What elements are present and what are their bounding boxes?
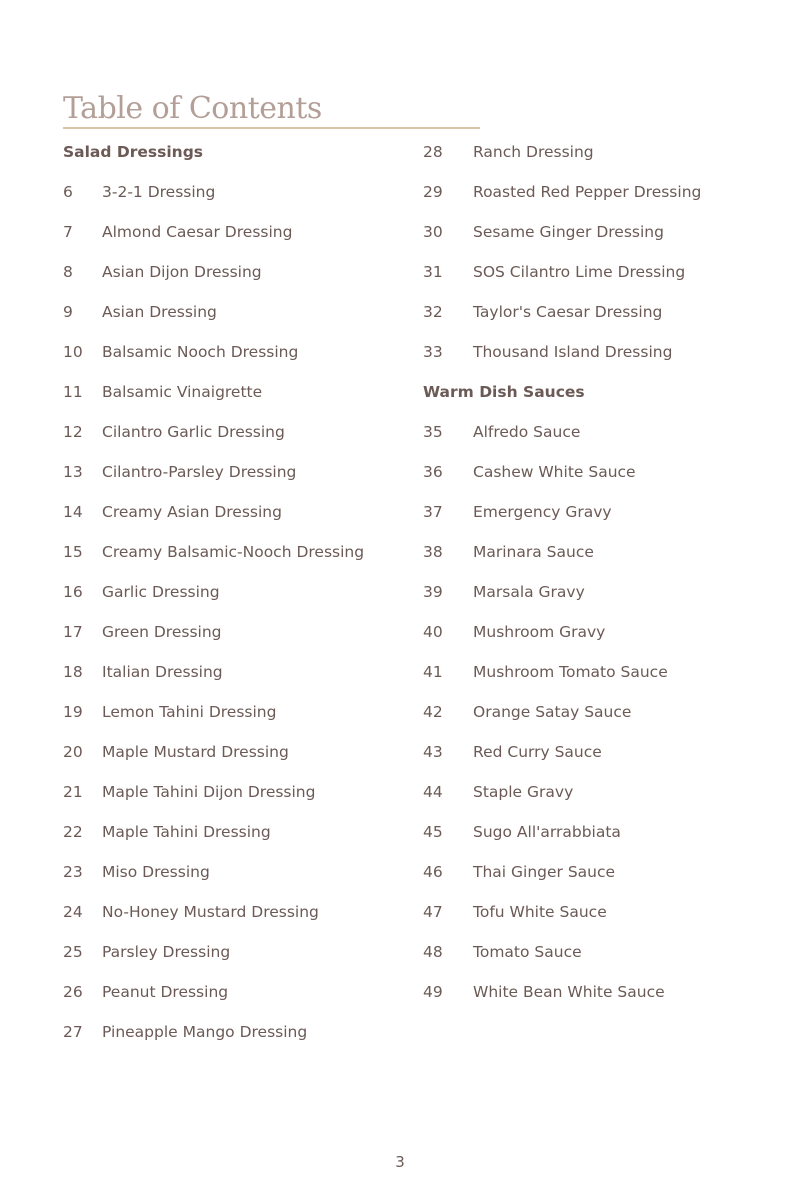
toc-entry[interactable] (63, 498, 408, 538)
toc-entry-title: Staple Gravy (473, 783, 574, 801)
toc-entry-page-number: 27 (63, 1023, 83, 1041)
toc-entry-title: Green Dressing (102, 623, 222, 641)
toc-entry-title: Almond Caesar Dressing (102, 223, 293, 241)
toc-entry[interactable] (63, 298, 408, 338)
toc-entry-title: Marinara Sauce (473, 543, 594, 561)
toc-entry-title: Garlic Dressing (102, 583, 220, 601)
toc-entry[interactable] (423, 538, 763, 578)
toc-entry-title: Orange Satay Sauce (473, 703, 632, 721)
toc-entry-page-number: 13 (63, 463, 83, 481)
toc-entry-page-number: 26 (63, 983, 83, 1001)
toc-entry[interactable] (423, 978, 763, 1018)
toc-entry-title: Taylor's Caesar Dressing (473, 303, 663, 321)
toc-entry[interactable] (423, 218, 763, 258)
toc-entry-title: Emergency Gravy (473, 503, 612, 521)
toc-entry-page-number: 20 (63, 743, 83, 761)
toc-entry-title: Balsamic Nooch Dressing (102, 343, 299, 361)
toc-entry-title: Marsala Gravy (473, 583, 585, 601)
toc-entry-title: Ranch Dressing (473, 143, 594, 161)
toc-entry[interactable] (63, 458, 408, 498)
toc-entry-page-number: 12 (63, 423, 83, 441)
toc-entry-title: Creamy Balsamic-Nooch Dressing (102, 543, 365, 561)
toc-entry-page-number: 6 (63, 183, 73, 201)
toc-entry[interactable] (63, 1018, 408, 1058)
toc-entry-page-number: 28 (423, 143, 443, 161)
toc-entry-page-number: 39 (423, 583, 443, 601)
toc-entry-title: Balsamic Vinaigrette (102, 383, 263, 401)
toc-entry-page-number: 17 (63, 623, 83, 641)
toc-entry-title: SOS Cilantro Lime Dressing (473, 263, 686, 281)
toc-entry-title: Tofu White Sauce (473, 903, 607, 921)
toc-entry-page-number: 33 (423, 343, 443, 361)
toc-entry[interactable] (63, 538, 408, 578)
toc-entry-title: Tomato Sauce (473, 943, 582, 961)
toc-entry-page-number: 45 (423, 823, 443, 841)
toc-entry-title: Cilantro-Parsley Dressing (102, 463, 297, 481)
toc-entry[interactable] (63, 698, 408, 738)
toc-entry[interactable] (423, 658, 763, 698)
title-underline (63, 127, 480, 129)
toc-entry-title: Sugo All'arrabbiata (473, 823, 621, 841)
toc-entry[interactable] (423, 178, 763, 218)
toc-entry[interactable] (63, 178, 408, 218)
toc-entry[interactable] (423, 818, 763, 858)
toc-entry-page-number: 38 (423, 543, 443, 561)
toc-entry-page-number: 10 (63, 343, 83, 361)
toc-entry-title: Miso Dressing (102, 863, 210, 881)
toc-entry-page-number: 46 (423, 863, 443, 881)
toc-entry-title: 3-2-1 Dressing (102, 183, 216, 201)
toc-entry[interactable] (423, 458, 763, 498)
toc-entry[interactable] (63, 338, 408, 378)
toc-entry-title: Maple Tahini Dressing (102, 823, 271, 841)
toc-entry[interactable] (63, 418, 408, 458)
toc-entry-page-number: 48 (423, 943, 443, 961)
toc-entry-title: Alfredo Sauce (473, 423, 581, 441)
toc-entry-page-number: 29 (423, 183, 443, 201)
toc-entry[interactable] (423, 898, 763, 938)
toc-entry-title: Maple Tahini Dijon Dressing (102, 783, 316, 801)
toc-entry[interactable] (63, 578, 408, 618)
toc-entry-title: Roasted Red Pepper Dressing (473, 183, 702, 201)
toc-entry-title: Mushroom Gravy (473, 623, 606, 641)
toc-entry[interactable] (423, 578, 763, 618)
toc-entry-page-number: 35 (423, 423, 443, 441)
toc-entry-page-number: 15 (63, 543, 83, 561)
toc-entry-title: Cilantro Garlic Dressing (102, 423, 285, 441)
toc-entry[interactable] (423, 738, 763, 778)
toc-entry-page-number: 32 (423, 303, 443, 321)
toc-entry-title: Maple Mustard Dressing (102, 743, 289, 761)
toc-entry-page-number: 24 (63, 903, 83, 921)
toc-entry-title: Red Curry Sauce (473, 743, 602, 761)
toc-entry-title: Asian Dressing (102, 303, 217, 321)
toc-entry-page-number: 36 (423, 463, 443, 481)
toc-entry-page-number: 44 (423, 783, 443, 801)
toc-entry-page-number: 21 (63, 783, 83, 801)
toc-entry-page-number: 49 (423, 983, 443, 1001)
toc-entry[interactable] (423, 618, 763, 658)
toc-entry-title: Lemon Tahini Dressing (102, 703, 277, 721)
toc-entry-title: Pineapple Mango Dressing (102, 1023, 308, 1041)
toc-entry[interactable] (63, 258, 408, 298)
toc-entry[interactable] (63, 938, 408, 978)
toc-entry-page-number: 40 (423, 623, 443, 641)
toc-entry-title: No-Honey Mustard Dressing (102, 903, 319, 921)
toc-entry[interactable] (423, 418, 763, 458)
toc-entry-title: Thousand Island Dressing (473, 343, 673, 361)
toc-entry-title: Mushroom Tomato Sauce (473, 663, 668, 681)
toc-entry[interactable] (423, 778, 763, 818)
toc-entry-title: Italian Dressing (102, 663, 223, 681)
toc-entry-page-number: 22 (63, 823, 83, 841)
toc-entry[interactable] (63, 618, 408, 658)
toc-entry[interactable] (423, 138, 763, 178)
toc-right-column (423, 138, 763, 1018)
toc-entry-page-number: 23 (63, 863, 83, 881)
toc-entry[interactable] (63, 778, 408, 818)
toc-entry-page-number: 19 (63, 703, 83, 721)
toc-entry[interactable] (63, 898, 408, 938)
toc-list-salad-dressings (63, 178, 408, 1058)
toc-entry-page-number: 11 (63, 383, 83, 401)
toc-entry-title: Peanut Dressing (102, 983, 229, 1001)
toc-entry-page-number: 37 (423, 503, 443, 521)
page-number: 3 (395, 1153, 405, 1171)
page-title: Table of Contents (63, 91, 322, 126)
toc-entry[interactable] (63, 378, 408, 418)
toc-list-salad-dressings-continued (423, 138, 763, 378)
toc-entry[interactable] (63, 738, 408, 778)
toc-entry[interactable] (63, 658, 408, 698)
toc-entry-page-number: 16 (63, 583, 83, 601)
toc-entry-page-number: 30 (423, 223, 443, 241)
toc-entry-page-number: 14 (63, 503, 83, 521)
toc-entry[interactable] (63, 818, 408, 858)
section-heading-salad-dressings[interactable]: Salad Dressings (63, 143, 204, 161)
toc-entry-title: Thai Ginger Sauce (473, 863, 616, 881)
toc-entry[interactable] (423, 338, 763, 378)
toc-entry-page-number: 41 (423, 663, 443, 681)
toc-entry[interactable] (423, 938, 763, 978)
toc-entry[interactable] (423, 298, 763, 338)
toc-entry-page-number: 25 (63, 943, 83, 961)
toc-entry-page-number: 18 (63, 663, 83, 681)
toc-list-warm-dish-sauces (423, 418, 763, 1018)
toc-entry-title: Cashew White Sauce (473, 463, 636, 481)
toc-entry[interactable] (423, 698, 763, 738)
section-heading-warm-dish-sauces[interactable]: Warm Dish Sauces (423, 383, 585, 401)
toc-entry-title: Asian Dijon Dressing (102, 263, 262, 281)
toc-entry-page-number: 42 (423, 703, 443, 721)
toc-entry[interactable] (423, 858, 763, 898)
toc-entry-title: Parsley Dressing (102, 943, 231, 961)
toc-entry-page-number: 9 (63, 303, 73, 321)
toc-entry[interactable] (63, 218, 408, 258)
toc-entry-page-number: 7 (63, 223, 73, 241)
toc-left-column (63, 138, 408, 1058)
toc-entry[interactable] (423, 498, 763, 538)
toc-entry-title: Creamy Asian Dressing (102, 503, 282, 521)
toc-entry-title: White Bean White Sauce (473, 983, 665, 1001)
toc-entry[interactable] (63, 978, 408, 1018)
toc-entry-page-number: 31 (423, 263, 443, 281)
toc-entry-page-number: 8 (63, 263, 73, 281)
toc-entry-page-number: 47 (423, 903, 443, 921)
toc-entry[interactable] (423, 258, 763, 298)
toc-entry-title: Sesame Ginger Dressing (473, 223, 664, 241)
toc-entry[interactable] (63, 858, 408, 898)
toc-entry-page-number: 43 (423, 743, 443, 761)
